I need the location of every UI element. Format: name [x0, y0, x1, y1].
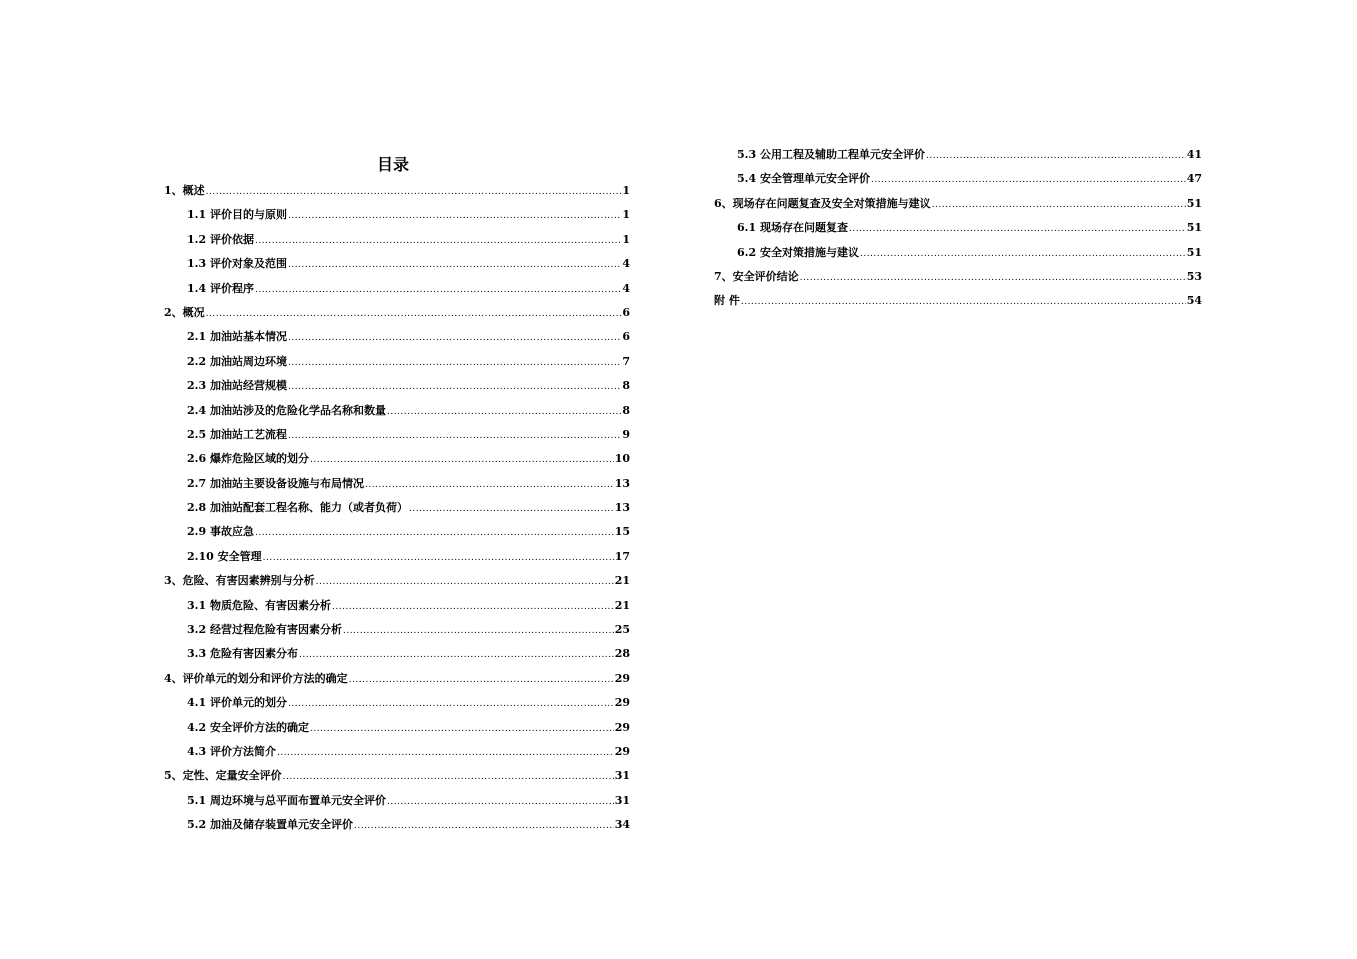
toc-entry-page-number: 28 — [614, 647, 630, 661]
toc-entry-title: 6、现场存在问题复查及安全对策措施与建议 — [714, 196, 931, 210]
toc-entry[interactable] — [164, 472, 630, 496]
toc-entry-title: 5.3 公用工程及辅助工程单元安全评价 — [737, 148, 925, 161]
dot-leader — [310, 448, 614, 472]
toc-entry[interactable] — [164, 301, 630, 325]
dot-leader — [288, 253, 621, 277]
dot-leader — [283, 765, 614, 789]
toc-entry-title: 2.10 安全管理 — [187, 549, 262, 563]
dot-leader — [871, 168, 1186, 192]
dot-leader — [343, 619, 614, 643]
dot-leader — [310, 717, 614, 741]
dot-leader — [354, 814, 614, 838]
dot-leader — [288, 204, 621, 228]
toc-entry-page-number: 6 — [622, 305, 630, 319]
toc-entry[interactable] — [714, 143, 1202, 167]
toc-entry-page-number: 21 — [614, 574, 630, 588]
toc-entry[interactable] — [164, 594, 630, 618]
toc-entry-page-number: 4 — [622, 257, 630, 271]
toc-entry-page-number: 29 — [614, 696, 630, 710]
toc-entry[interactable] — [164, 813, 630, 837]
toc-entry-page-number: 41 — [1186, 148, 1202, 161]
dot-leader — [299, 643, 614, 667]
toc-entry-title: 3.2 经营过程危险有害因素分析 — [187, 623, 342, 637]
toc-entry-page-number: 1 — [622, 232, 630, 246]
toc-entry-page-number: 31 — [614, 769, 630, 783]
dot-leader — [409, 497, 614, 521]
toc-entry-page-number: 29 — [614, 744, 630, 758]
toc-entry-title: 2.1 加油站基本情况 — [187, 330, 287, 344]
toc-entry-title: 6.2 安全对策措施与建议 — [737, 245, 859, 259]
toc-entry-title: 1、概述 — [164, 184, 205, 197]
dot-leader — [926, 144, 1186, 168]
toc-entry-page-number: 25 — [614, 623, 630, 637]
dot-leader — [288, 375, 621, 399]
dot-leader — [206, 180, 622, 204]
toc-entry-title: 2.3 加油站经营规模 — [187, 379, 287, 393]
toc-entry-title: 2.2 加油站周边环境 — [187, 354, 287, 368]
toc-entry-page-number: 51 — [1186, 245, 1202, 259]
toc-entry-title: 4.1 评价单元的划分 — [187, 696, 287, 710]
toc-entry[interactable] — [164, 642, 630, 666]
toc-entry[interactable] — [164, 277, 630, 301]
toc-entry-page-number: 29 — [614, 720, 630, 734]
toc-entry[interactable] — [164, 179, 630, 203]
toc-entry-title: 3.1 物质危险、有害因素分析 — [187, 598, 331, 612]
toc-entry-page-number: 34 — [614, 818, 630, 832]
toc-entry[interactable] — [164, 618, 630, 642]
dot-leader — [349, 668, 614, 692]
toc-entry[interactable] — [164, 447, 630, 471]
dot-leader — [332, 595, 614, 619]
toc-entry[interactable] — [164, 399, 630, 423]
toc-entry-page-number: 6 — [622, 330, 630, 344]
toc-entry-page-number: 47 — [1186, 172, 1202, 186]
dot-leader — [206, 302, 622, 326]
toc-entry[interactable] — [164, 350, 630, 374]
toc-column-right — [714, 143, 1202, 314]
dot-leader — [860, 242, 1186, 266]
dot-leader — [932, 193, 1186, 217]
toc-entry[interactable] — [714, 167, 1202, 191]
toc-entry[interactable] — [164, 716, 630, 740]
dot-leader — [288, 351, 621, 375]
toc-entry-title: 2.6 爆炸危险区域的划分 — [187, 452, 309, 466]
toc-entry[interactable] — [164, 691, 630, 715]
dot-leader — [288, 692, 614, 716]
toc-entry-page-number: 31 — [614, 793, 630, 807]
toc-entry[interactable] — [164, 569, 630, 593]
toc-entry-title: 4.2 安全评价方法的确定 — [187, 720, 309, 734]
toc-entry-title: 3.3 危险有害因素分布 — [187, 647, 298, 661]
dot-leader — [849, 217, 1186, 241]
toc-entry-page-number: 17 — [614, 549, 630, 563]
toc-entry-title: 1.3 评价对象及范围 — [187, 257, 287, 271]
toc-entry-title: 1.1 评价目的与原则 — [187, 208, 287, 222]
toc-entry-title: 2.7 加油站主要设备设施与布局情况 — [187, 476, 364, 490]
toc-entry-page-number: 13 — [614, 501, 630, 515]
dot-leader — [255, 521, 614, 545]
toc-entry[interactable] — [714, 192, 1202, 216]
toc-entry-page-number: 54 — [1186, 294, 1202, 308]
toc-entry-page-number: 51 — [1186, 196, 1202, 210]
toc-entry-page-number: 51 — [1186, 221, 1202, 235]
toc-entry[interactable] — [714, 265, 1202, 289]
toc-entry[interactable] — [164, 520, 630, 544]
toc-entry-page-number: 15 — [614, 525, 630, 539]
toc-entry[interactable] — [714, 289, 1202, 313]
toc-entry[interactable] — [164, 252, 630, 276]
dot-leader — [255, 229, 621, 253]
toc-entry-title: 2.5 加油站工艺流程 — [187, 427, 287, 441]
toc-entry-title: 1.4 评价程序 — [187, 281, 254, 295]
toc-entry-title: 附 件 — [714, 294, 740, 308]
toc-entry[interactable] — [714, 216, 1202, 240]
toc-entry-title: 5、定性、定量安全评价 — [164, 769, 282, 783]
toc-entry-page-number: 8 — [622, 403, 630, 417]
dot-leader — [255, 278, 621, 302]
toc-entry-title: 5.4 安全管理单元安全评价 — [737, 172, 870, 186]
toc-entry-page-number: 53 — [1186, 269, 1202, 283]
toc-entry-title: 2.9 事故应急 — [187, 525, 254, 539]
dot-leader — [288, 326, 621, 350]
dot-leader — [800, 266, 1186, 290]
toc-entry[interactable] — [164, 764, 630, 788]
toc-entry[interactable] — [164, 545, 630, 569]
toc-entry-page-number: 1 — [622, 184, 630, 197]
dot-leader — [263, 546, 614, 570]
toc-entry-title: 7、安全评价结论 — [714, 269, 799, 283]
dot-leader — [288, 424, 621, 448]
toc-entry-page-number: 1 — [622, 208, 630, 222]
toc-entry-title: 5.2 加油及储存装置单元安全评价 — [187, 818, 353, 832]
toc-entry[interactable] — [164, 740, 630, 764]
toc-entry-title: 4.3 评价方法简介 — [187, 744, 276, 758]
toc-entry[interactable] — [164, 228, 630, 252]
toc-entry-page-number: 4 — [622, 281, 630, 295]
toc-entry-title: 2、概况 — [164, 305, 205, 319]
toc-entry-title: 5.1 周边环境与总平面布置单元安全评价 — [187, 793, 386, 807]
toc-entry[interactable] — [164, 496, 630, 520]
toc-entry[interactable] — [164, 325, 630, 349]
dot-leader — [277, 741, 614, 765]
dot-leader — [365, 473, 614, 497]
toc-entry-page-number: 10 — [614, 452, 630, 466]
toc-entry-title: 3、危险、有害因素辨别与分析 — [164, 574, 315, 588]
toc-entry-page-number: 9 — [622, 427, 630, 441]
dot-leader — [387, 400, 621, 424]
toc-entry-title: 1.2 评价依据 — [187, 232, 254, 246]
toc-entry-title: 2.4 加油站涉及的危险化学品名称和数量 — [187, 403, 386, 417]
toc-column-left — [164, 179, 630, 838]
toc-entry[interactable] — [164, 423, 630, 447]
dot-leader — [741, 290, 1186, 314]
toc-entry-title: 4、评价单元的划分和评价方法的确定 — [164, 671, 348, 685]
dot-leader — [387, 790, 614, 814]
toc-entry-page-number: 13 — [614, 476, 630, 490]
toc-entry[interactable] — [714, 241, 1202, 265]
toc-entry-title: 2.8 加油站配套工程名称、能力（或者负荷） — [187, 501, 408, 515]
toc-entry[interactable] — [164, 203, 630, 227]
toc-entry[interactable] — [164, 374, 630, 398]
toc-title: 目录 — [376, 155, 409, 174]
toc-entry-title: 6.1 现场存在问题复查 — [737, 221, 848, 235]
toc-entry[interactable] — [164, 667, 630, 691]
toc-entry-page-number: 21 — [614, 598, 630, 612]
toc-entry-page-number: 29 — [614, 671, 630, 685]
toc-entry-page-number: 7 — [622, 354, 630, 368]
dot-leader — [316, 570, 614, 594]
toc-entry-page-number: 8 — [622, 379, 630, 393]
toc-entry[interactable] — [164, 789, 630, 813]
